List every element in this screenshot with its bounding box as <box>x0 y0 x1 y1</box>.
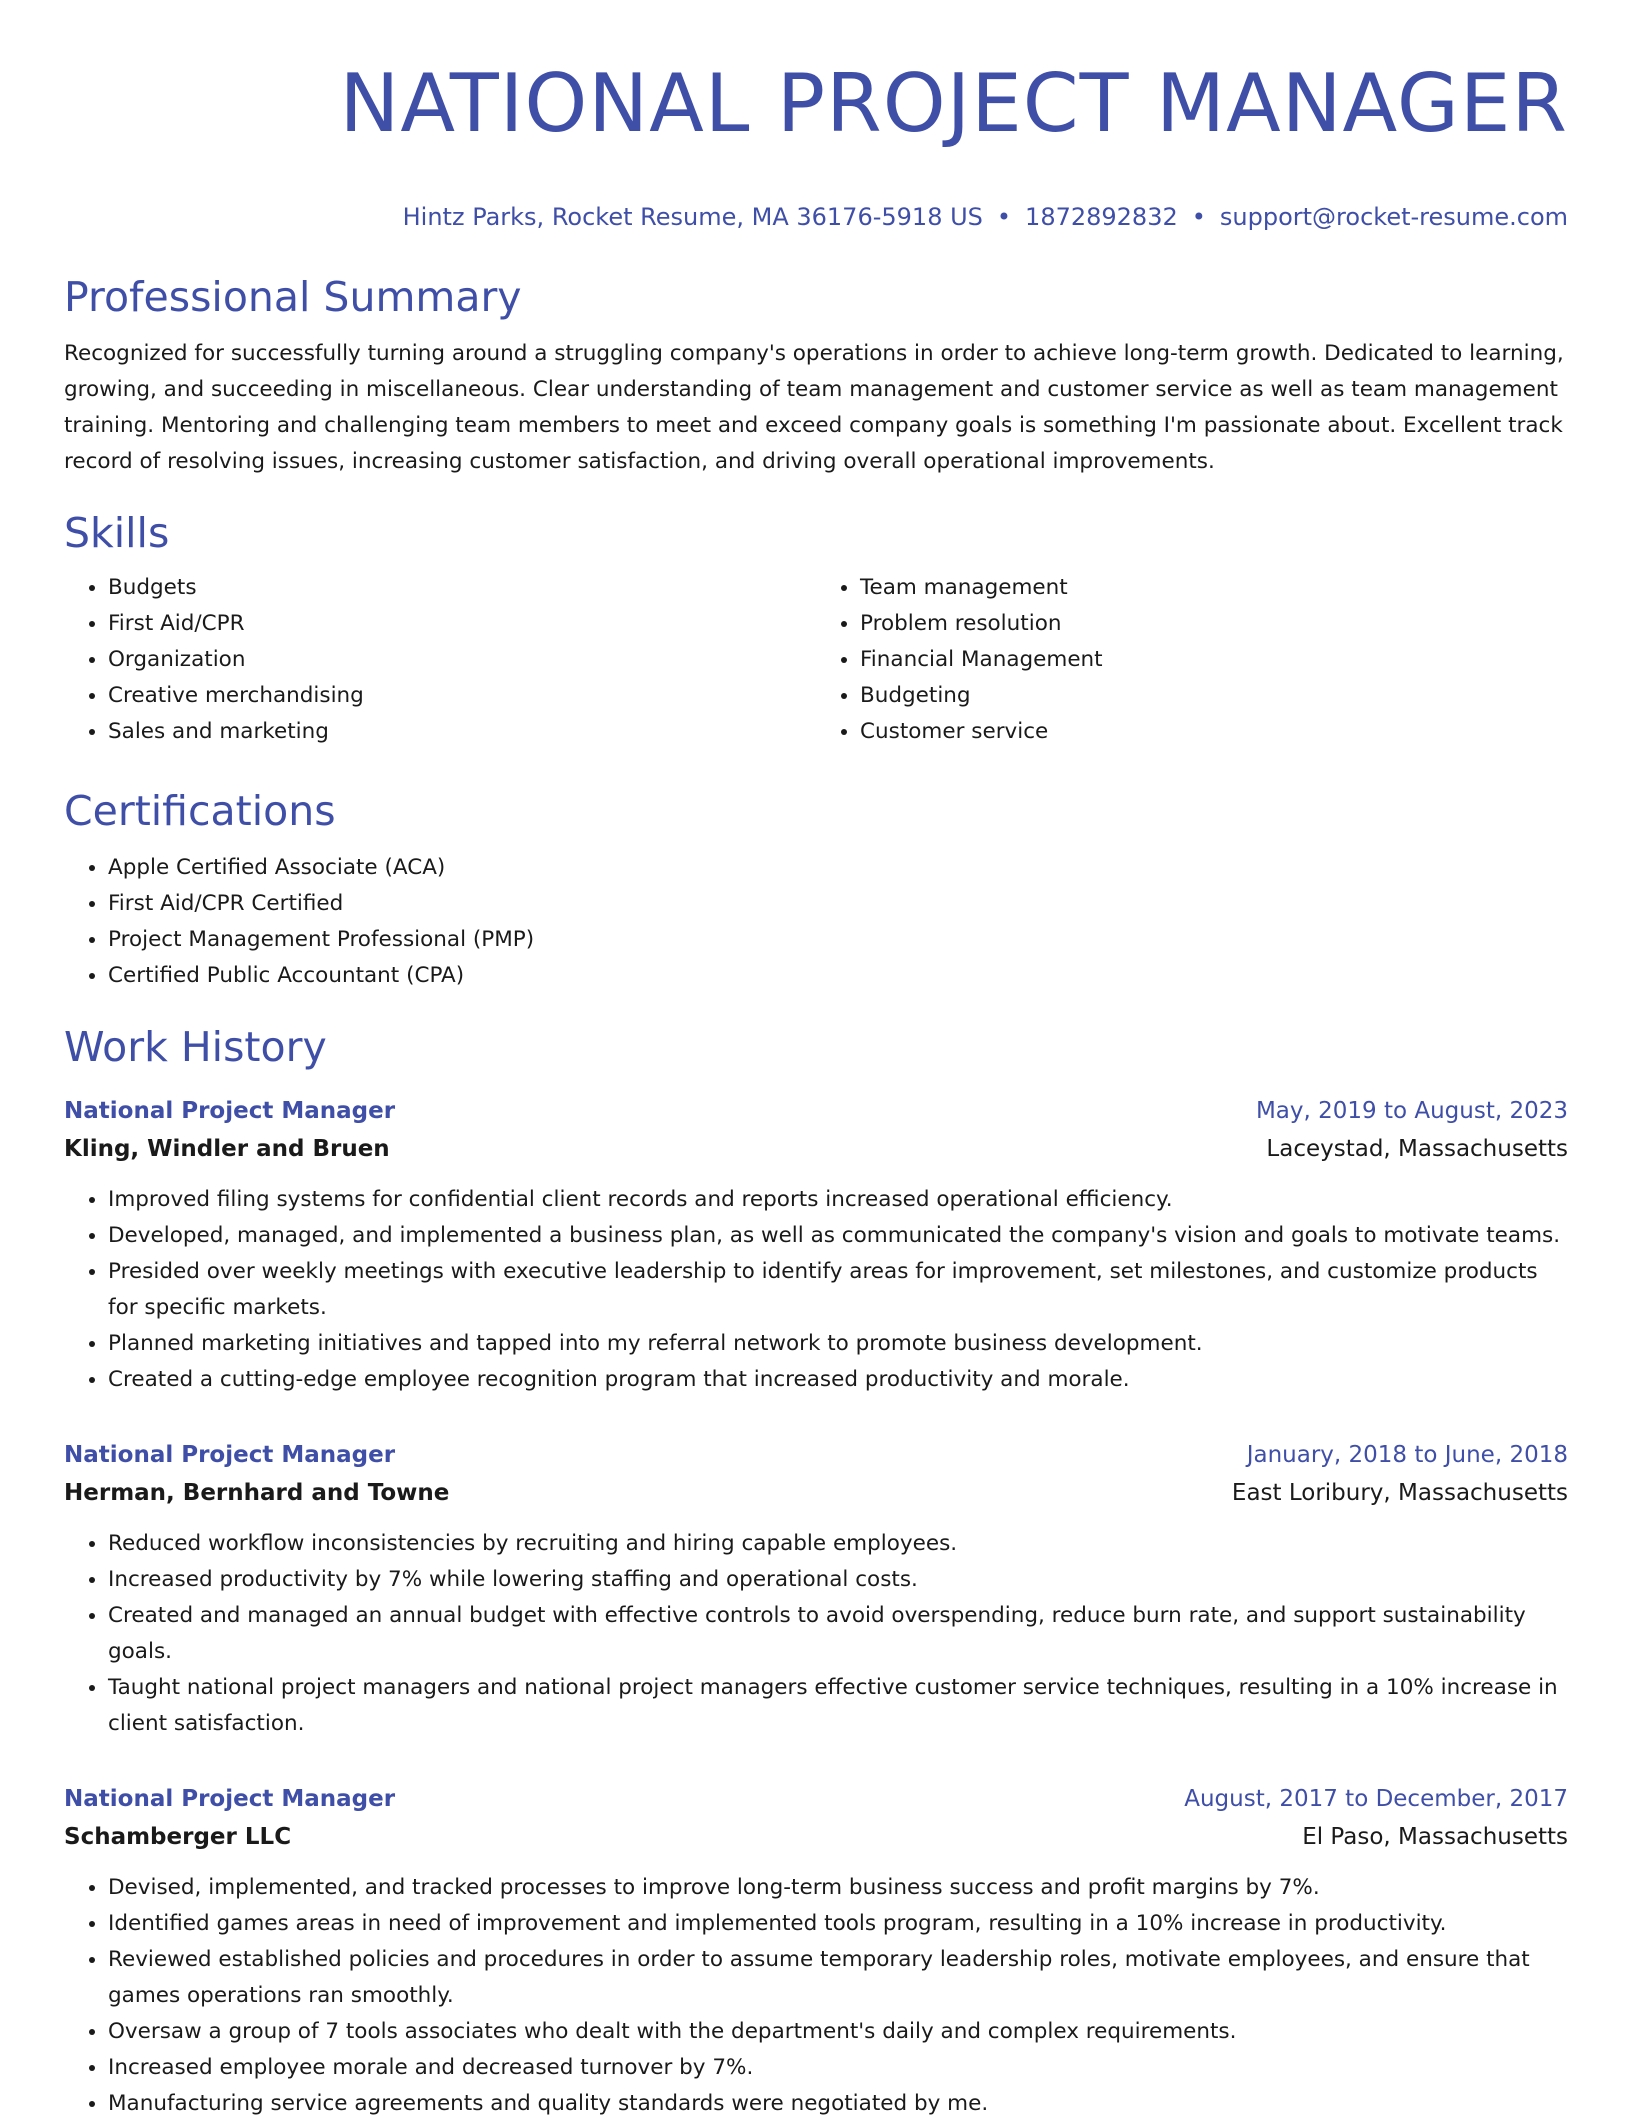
certification-item: • First Aid/CPR Certified <box>108 886 1568 922</box>
work-history-heading: Work History <box>64 1023 327 1071</box>
job-location: East Loribury, Massachusetts <box>1231 1480 1568 1506</box>
job-title: National Project Manager <box>64 1786 396 1812</box>
job-bullets <box>64 1870 1568 2122</box>
resume-page <box>64 0 1568 2122</box>
skill-item: • Budgets <box>108 570 816 606</box>
skill-item: • Organization <box>108 642 816 678</box>
job-bullets <box>64 1182 1568 1398</box>
job-bullet: • Reduced workflow inconsistencies by recruiting and hiring capable employees. <box>108 1526 1568 1562</box>
job-header-row <box>64 1092 1568 1130</box>
job-company: Herman, Bernhard and Towne <box>64 1480 450 1506</box>
contact-line <box>64 202 1568 232</box>
certification-item: • Apple Certified Associate (ACA) <box>108 850 1568 886</box>
skill-item: • Team management <box>860 570 1568 606</box>
job-bullet: • Presided over weekly meetings with executive leadership to identify areas for improvement, set milestones, and customize products for specific markets. <box>108 1254 1568 1326</box>
job-bullet: • Reviewed established policies and procedures in order to assume temporary leadership roles, motivate employees, and ensure that games operations ran smoothly. <box>108 1942 1568 2014</box>
job-company-row <box>64 1130 1568 1168</box>
job-header-row <box>64 1436 1568 1474</box>
job-bullet: • Increased productivity by 7% while lowering staffing and operational costs. <box>108 1562 1568 1598</box>
contact-email: support@rocket-resume.com <box>1219 203 1568 231</box>
job-bullet: • Manufacturing service agreements and quality standards were negotiated by me. <box>108 2086 1568 2122</box>
job-company: Schamberger LLC <box>64 1824 292 1850</box>
job-entry <box>64 1780 1568 2122</box>
job-dates: August, 2017 to December, 2017 <box>1184 1786 1568 1812</box>
skills-heading: Skills <box>64 509 170 557</box>
summary-text: Recognized for successfully turning around a struggling company's operations in order to achieve long-term growth. Dedicated to learning, growing, and succeeding in miscellaneous. Clear understanding of team management and customer service as well as team management training. Mentoring and challenging team members to meet and exceed company goals is something I'm passionate about. Excellent track record of resolving issues, increasing customer satisfaction, and driving overall operational improvements. <box>64 341 1564 474</box>
job-bullet: • Oversaw a group of 7 tools associates who dealt with the department's daily and complex requirements. <box>108 2014 1568 2050</box>
contact-phone: 1872892832 <box>1025 203 1178 231</box>
job-bullet: • Developed, managed, and implemented a business plan, as well as communicated the company's vision and goals to motivate teams. <box>108 1218 1568 1254</box>
job-title: National Project Manager <box>64 1442 396 1468</box>
summary-heading: Professional Summary <box>64 273 522 321</box>
job-bullets <box>64 1526 1568 1742</box>
job-entry <box>64 1092 1568 1398</box>
job-entry <box>64 1436 1568 1742</box>
skill-item: • Budgeting <box>860 678 1568 714</box>
skill-item: • Sales and marketing <box>108 714 816 750</box>
job-bullet: • Identified games areas in need of improvement and implemented tools program, resulting in a 10% increase in productivity. <box>108 1906 1568 1942</box>
contact-separator: • <box>1191 203 1206 231</box>
job-company-row <box>64 1474 1568 1512</box>
skill-item: • Creative merchandising <box>108 678 816 714</box>
job-dates: May, 2019 to August, 2023 <box>1255 1098 1568 1124</box>
certifications-heading: Certifications <box>64 787 336 835</box>
skill-item: • First Aid/CPR <box>108 606 816 642</box>
job-dates: January, 2018 to June, 2018 <box>1246 1442 1568 1468</box>
skill-item: • Financial Management <box>860 642 1568 678</box>
skills-columns <box>64 570 1568 750</box>
job-location: Laceystad, Massachusetts <box>1266 1136 1568 1162</box>
job-bullet: • Devised, implemented, and tracked processes to improve long-term business success and profit margins by 7%. <box>108 1870 1568 1906</box>
job-company-row <box>64 1818 1568 1856</box>
certification-item: • Project Management Professional (PMP) <box>108 922 1568 958</box>
job-bullet: • Taught national project managers and national project managers effective customer service techniques, resulting in a 10% increase in client satisfaction. <box>108 1670 1568 1742</box>
job-bullet: • Improved filing systems for confidential client records and reports increased operational efficiency. <box>108 1182 1568 1218</box>
certifications-list <box>64 850 1568 994</box>
job-header-row <box>64 1780 1568 1818</box>
job-bullet: • Planned marketing initiatives and tapped into my referral network to promote business development. <box>108 1326 1568 1362</box>
skills-list-right <box>816 570 1568 750</box>
job-title: National Project Manager <box>64 1098 396 1124</box>
skill-item: • Problem resolution <box>860 606 1568 642</box>
job-location: El Paso, Massachusetts <box>1302 1824 1568 1850</box>
resume-name: NATIONAL PROJECT MANAGER <box>339 57 1568 150</box>
job-bullet: • Created and managed an annual budget with effective controls to avoid overspending, reduce burn rate, and support sustainability goals. <box>108 1598 1568 1670</box>
job-bullet: • Created a cutting-edge employee recognition program that increased productivity and morale. <box>108 1362 1568 1398</box>
contact-separator: • <box>996 203 1012 231</box>
skills-list-left <box>64 570 816 750</box>
certification-item: • Certified Public Accountant (CPA) <box>108 958 1568 994</box>
contact-address: Hintz Parks, Rocket Resume, MA 36176-5918 US <box>402 203 983 231</box>
job-company: Kling, Windler and Bruen <box>64 1136 390 1162</box>
job-bullet: • Increased employee morale and decreased turnover by 7%. <box>108 2050 1568 2086</box>
skill-item: • Customer service <box>860 714 1568 750</box>
